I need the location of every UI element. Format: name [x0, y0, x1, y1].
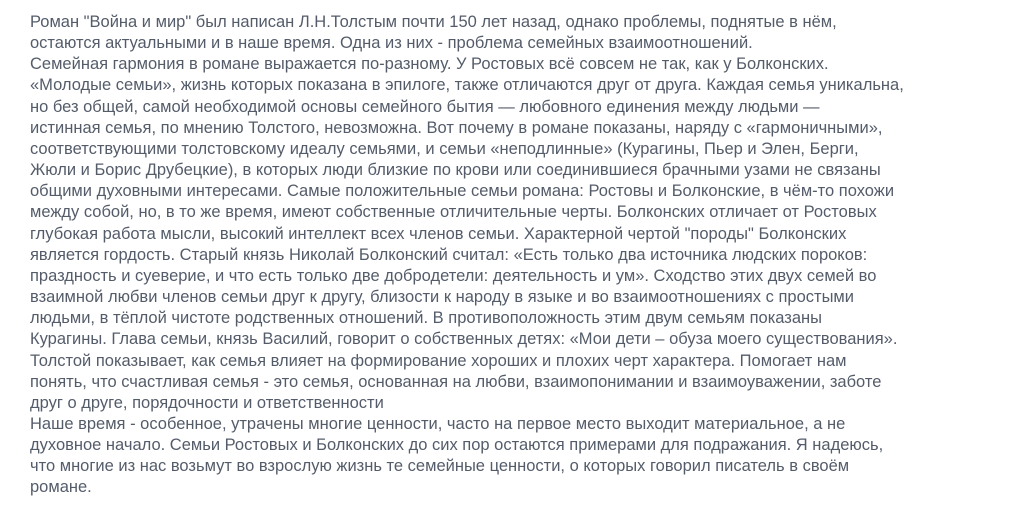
essay-line-1: Роман "Война и мир" был написан Л.Н.Толстым почти 150 лет назад, однако проблемы, поднятые в нём,	[30, 13, 837, 31]
essay-line-14: взаимной любви членов семьи друг к другу, близости к народу в языке и во взаимоотношениях с простыми	[30, 288, 854, 307]
essay-line-8: Жюли и Борис Друбецкие), в которых люди близкие по крови или соединившиеся брачными узами не связаны	[30, 161, 881, 180]
essay-line-19: друг о друге, порядочности и ответственности	[30, 393, 384, 412]
essay-line-18: понять, что счастливая семья - это семья, основанная на любви, взаимопонимании и взаимоуважении, заботе	[30, 372, 882, 391]
essay-line-7: соответствующими толстовскому идеалу семьями, и семьи «неподлинные» (Курагины, Пьер и Элен, Берги,	[30, 139, 859, 158]
essay-line-22: что многие из нас возьмут во взрослую жизнь те семейные ценности, о которых говорил писатель в своём	[30, 457, 850, 476]
essay-line-23: романе.	[30, 478, 92, 497]
essay-line-21: духовное начало. Семьи Ростовых и Болконских до сих пор остаются примерами для подражания. Я надеюсь,	[30, 436, 884, 455]
essay-line-12: является гордость. Старый князь Николай Болконский считал: «Есть только два источника людских пороков:	[30, 245, 868, 264]
essay-line-11: глубокая работа мысли, высокий интеллект всех членов семьи. Характерной чертой "породы" Болконских	[30, 224, 847, 243]
essay-line-15: людьми, в тёплой чистоте родственных отношений. В противоположность этим двум семьям показаны	[30, 309, 822, 328]
essay-line-3: Семейная гармония в романе выражается по-разному. У Ростовых всё совсем не так, как у Болконских.	[30, 55, 829, 74]
essay-line-9: общими духовными интересами. Самые положительные семьи романа: Ростовы и Болконские, в чём-то похожи	[30, 182, 895, 201]
essay-line-2: остаются актуальными и в наше время. Одна из них - проблема семейных взаимоотношений.	[30, 34, 753, 53]
essay-line-13: праздность и суеверие, и что есть только две добродетели: деятельность и ум». Сходство этих двух семей во	[30, 266, 877, 285]
essay-line-10: между собой, но, в то же время, имеют собственные отличительные черты. Болконских отличает от Ростовых	[30, 203, 877, 222]
essay-line-16: Курагины. Глава семьи, князь Василий, говорит о собственных детях: «Мои дети – обуза моего существования».	[30, 330, 898, 349]
essay-line-4: «Молодые семьи», жизнь которых показана в эпилоге, также отличаются друг от друга. Каждая семья уникальна,	[30, 76, 904, 95]
essay-line-5: но без общей, самой необходимой основы семейного бытия — любовного единения между людьми —	[30, 97, 820, 116]
essay-line-20: Наше время - особенное, утрачены многие ценности, часто на первое место выходит материальное, а не	[30, 414, 846, 433]
essay-line-6: истинная семья, по мнению Толстого, невозможна. Вот почему в романе показаны, наряду с «гармоничными»,	[30, 118, 883, 137]
essay-line-17: Толстой показывает, как семья влияет на формирование хороших и плохих черт характера. Помогает нам	[30, 351, 847, 370]
